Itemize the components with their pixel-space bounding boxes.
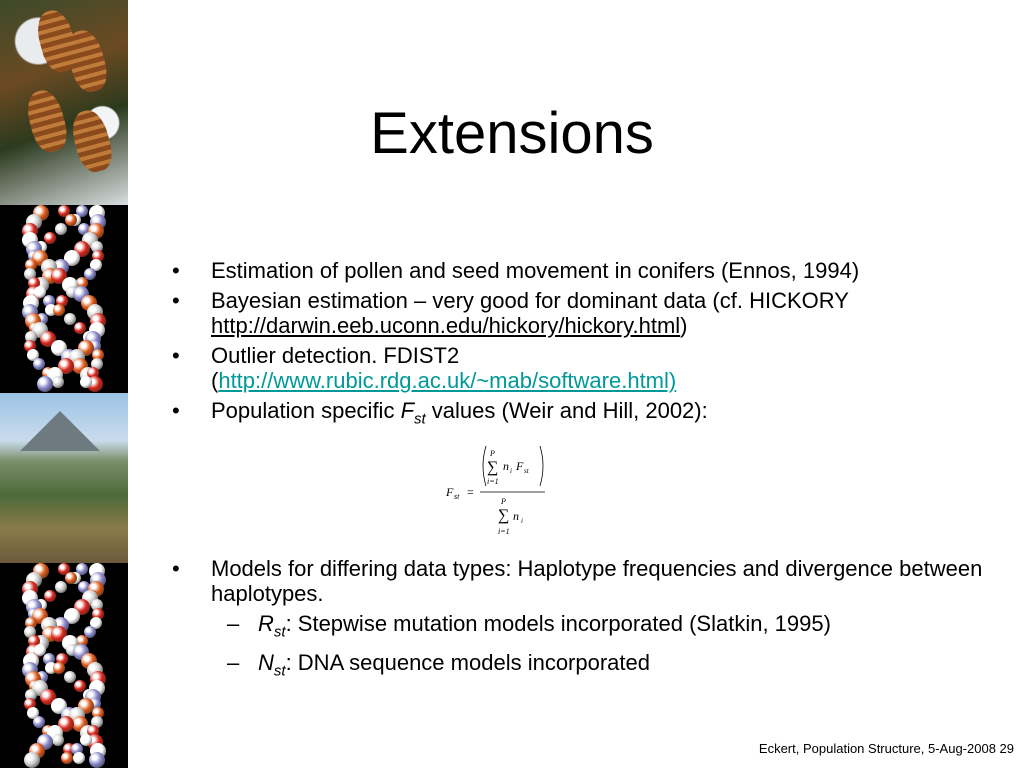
sum-lower: i=1: [487, 477, 499, 486]
fdist2-link[interactable]: http://www.rubic.rdg.ac.uk/~mab/software.html): [218, 368, 677, 393]
bullet-item: [170, 288, 1000, 338]
den-i: i: [521, 517, 523, 525]
bullet-item: [170, 556, 1000, 606]
bullet-mark: •: [172, 556, 180, 582]
bullet-text: Bayesian estimation – very good for dominant data (cf. HICKORY: [211, 288, 849, 313]
formula-equals: =: [467, 485, 474, 499]
sub-bullet-item: [170, 650, 1000, 683]
num-sub: st: [524, 467, 529, 475]
fst-subscript: st: [414, 410, 426, 428]
bullet-mark: •: [172, 343, 180, 368]
slide-footer: Eckert, Population Structure, 5-Aug-2008 29: [758, 741, 1014, 756]
bullet-text: Outlier detection. FDIST2: [211, 343, 460, 368]
bullet-item: [170, 398, 1000, 431]
paren-open: (: [211, 368, 219, 393]
den-lower: i=1: [498, 527, 510, 536]
fst-formula: [440, 440, 560, 540]
bullet-text: Population specific: [211, 398, 401, 423]
slide-title: Extensions: [370, 101, 654, 166]
atom-shape: [89, 752, 105, 768]
bullet-item: [170, 343, 1000, 393]
atom-shape: [53, 304, 65, 316]
atom-shape: [37, 376, 53, 392]
rst-variable: R: [258, 611, 274, 637]
bullet-list: [170, 258, 1000, 688]
atom-shape: [44, 590, 56, 602]
sub-bullet-item: [170, 611, 1000, 644]
atom-shape: [52, 734, 64, 746]
atom-shape: [73, 752, 85, 764]
num-F: F: [516, 459, 524, 473]
bullet-mark: •: [172, 398, 180, 423]
den-sum-symbol: ∑: [498, 507, 510, 524]
sum-symbol: ∑: [487, 459, 499, 476]
paren-close: ): [680, 313, 688, 338]
dash-mark: –: [227, 649, 240, 675]
paren-left: [483, 446, 486, 486]
sum-upper: P: [490, 449, 495, 458]
den-n: n: [513, 509, 519, 523]
bullet-item: [170, 258, 1000, 283]
bullet-mark: •: [172, 288, 180, 313]
atom-shape: [64, 671, 76, 683]
formula-lhs: F: [446, 485, 454, 499]
formula-lhs-sub: st: [454, 492, 460, 501]
atom-shape: [61, 752, 73, 764]
paren-right: [540, 446, 543, 486]
cone-shape: [63, 27, 112, 96]
bullet-text: Models for differing data types: Haplotype frequencies and divergence between haplotypes.: [211, 556, 983, 607]
nst-subscript: st: [273, 662, 286, 680]
dash-mark: –: [227, 611, 240, 637]
dna-helix-image: [0, 205, 128, 393]
atom-shape: [52, 376, 64, 388]
hickory-link[interactable]: http://darwin.eeb.uconn.edu/hickory/hickory.html: [211, 313, 681, 338]
atom-shape: [55, 223, 67, 235]
num-i: i: [510, 467, 512, 475]
sub-bullet-text: : Stepwise mutation models incorporated (Slatkin, 1995): [285, 611, 831, 637]
den-upper: P: [501, 497, 506, 506]
fst-variable: F: [400, 398, 415, 423]
sub-bullet-text: : DNA sequence models incorporated: [285, 649, 650, 675]
bullet-mark: •: [172, 258, 180, 283]
landscape-image: [0, 393, 128, 563]
bullet-text: values (Weir and Hill, 2002):: [425, 398, 708, 423]
mountain-shape: [20, 411, 100, 451]
atom-shape: [64, 313, 76, 325]
atom-shape: [55, 581, 67, 593]
bullet-text: Estimation of pollen and seed movement in conifers (Ennos, 1994): [211, 258, 860, 283]
num-n: n: [503, 459, 509, 473]
atom-shape: [44, 232, 56, 244]
rst-subscript: st: [273, 623, 286, 641]
nst-variable: N: [258, 649, 274, 675]
atom-shape: [53, 662, 65, 674]
atom-shape: [24, 752, 40, 768]
dna-helix-image: [0, 563, 128, 768]
